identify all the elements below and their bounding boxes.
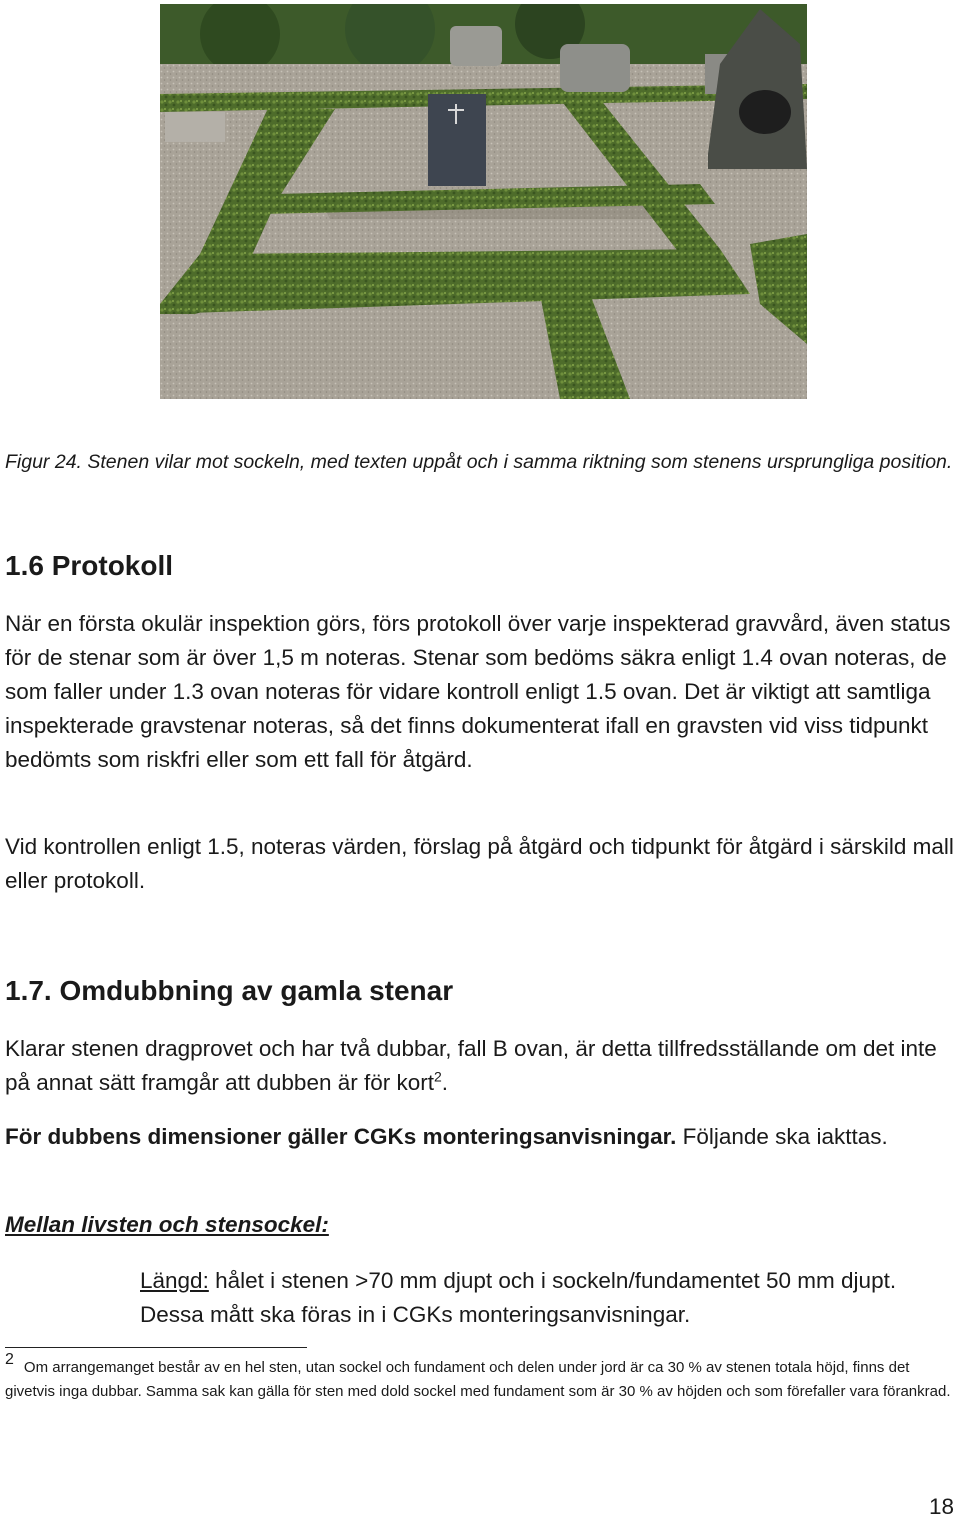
- paragraph-omdubbning-1-text: Klarar stenen dragprovet och har två dubbar, fall B ovan, är detta tillfredsställande om det inte på annat sätt framgår att dubben är för kort: [5, 1036, 937, 1095]
- section-heading-omdubbning: 1.7. Omdubbning av gamla stenar: [5, 975, 454, 1006]
- cemetery-illustration: [160, 4, 807, 399]
- footnote-text: Om arrangemanget består av en hel sten, utan sockel och fundament och delen under jord är ca 30 % av stenen totala höjd, finns det givetvis inga dubbar. Samma sak kan gälla för sten med dold sockel med fundament som är 30 % av höjden och som förefaller vara förankrad.: [5, 1359, 951, 1400]
- paragraph-omdubbning-1: [5, 1032, 955, 1100]
- subheading-livsten-stensockel: Mellan livsten och stensockel:: [5, 1212, 329, 1237]
- footnote: [5, 1351, 955, 1404]
- length-label: Längd:: [140, 1268, 209, 1293]
- cemetery-photo: [160, 4, 807, 399]
- figure-caption: Figur 24. Stenen vilar mot sockeln, med texten uppåt och i samma riktning som stenens ursprungliga position.: [5, 451, 953, 473]
- paragraph-omdubbning-2-rest: Följande ska iakttas.: [676, 1124, 888, 1149]
- paragraph-protokoll-2: Vid kontrollen enligt 1.5, noteras värden, förslag på åtgärd och tidpunkt för åtgärd i särskild mall eller protokoll.: [5, 834, 954, 893]
- page-number: 18: [928, 1494, 954, 1519]
- paragraph-protokoll-1: När en första okulär inspektion görs, förs protokoll över varje inspekterad gravvård, även status för de stenar som är över 1,5 m noteras. Stenar som bedöms säkra enligt 1.4 ovan noteras, de som faller under 1.3 ovan noteras för vidare kontroll enligt 1.5 ovan. Det är viktigt att samtliga inspekterade gravstenar noteras, så det finns dokumenterat ifall en gravsten vid viss tidpunkt bedömts som riskfri eller som ett fall för åtgärd.: [5, 611, 951, 772]
- footnote-divider: [5, 1347, 307, 1348]
- footnote-ref[interactable]: 2: [434, 1068, 442, 1085]
- paragraph-omdubbning-2-bold: För dubbens dimensioner gäller CGKs monteringsanvisningar.: [5, 1124, 677, 1149]
- section-heading-protokoll: 1.6 Protokoll: [5, 550, 174, 581]
- footnote-number: 2: [5, 1351, 14, 1368]
- paragraph-omdubbning-1-end: .: [441, 1070, 449, 1095]
- paragraph-omdubbning-2: [5, 1120, 955, 1154]
- length-paragraph: [140, 1264, 940, 1332]
- length-text: hålet i stenen >70 mm djupt och i sockeln/fundamentet 50 mm djupt. Dessa mått ska föras in i CGKs monteringsanvisningar.: [140, 1268, 897, 1327]
